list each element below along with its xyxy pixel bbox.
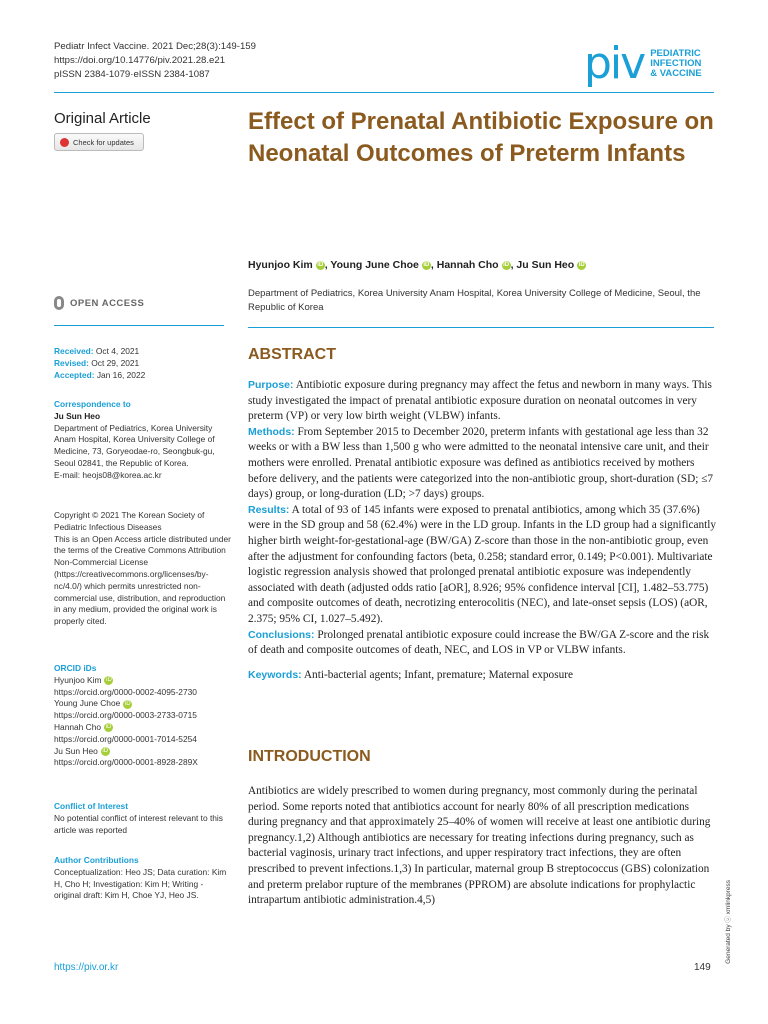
author-list: Hyunjoo Kim iD , Young June Choe iD , Hannah Cho iD , Ju Sun Heo iD bbox=[248, 259, 585, 271]
orcid-link[interactable]: https://orcid.org/0000-0001-7014-5254 bbox=[54, 733, 197, 744]
crossmark-icon bbox=[60, 138, 69, 147]
journal-logo bbox=[584, 38, 702, 89]
orcid-link[interactable]: https://orcid.org/0000-0001-8928-289X bbox=[54, 757, 198, 768]
introduction-heading: INTRODUCTION bbox=[248, 748, 371, 765]
journal-url-link[interactable]: https://piv.or.kr bbox=[54, 962, 119, 973]
header-divider bbox=[54, 92, 714, 93]
email-link[interactable]: E-mail: heojs08@korea.ac.kr bbox=[54, 469, 162, 480]
crossmark-note: Generated by ⓒ xmlinkpress bbox=[725, 880, 732, 964]
copyright-block: Copyright © 2021 The Korean Society of Pediatric Infectious Diseases This is an Open Access article distributed under the terms of the Creative Commons Attribution Non-Commercial License (https://creativecommons.org/licenses/by-nc/4.0/) which permits unrestricted non-commercial use, distribution, and reproduction in any medium, provided the original work is properly cited. bbox=[54, 510, 231, 627]
contributions-block: Author Contributions Conceptualization: Heo JS; Data curation: Kim H, Cho H; Investigation: Kim H; Writing - original draft: Kim H, Choe YJ, Heo JS. bbox=[54, 855, 227, 901]
conflict-block: Conflict of Interest No potential conflict of interest relevant to this article was reported bbox=[54, 801, 223, 835]
open-access-badge: OPEN ACCESS bbox=[54, 296, 144, 310]
citation-block bbox=[54, 40, 256, 82]
open-lock-icon bbox=[54, 296, 64, 310]
sidebar-divider bbox=[54, 325, 224, 326]
introduction-body: Antibiotics are widely prescribed to women during pregnancy, most commonly during the perinatal period. Some reports noted that antibiotics account for nearly 80% of all prescription medications during pregnancy and that approximately 25–40% of women will receive at least one antibiotic during pregnancy.1,2) Although antibiotics are necessary for treating infections during pregnancy, such as bacterial vaginosis, urinary tract infections, and upper respiratory tract infections, they are often prescribed to prevent infections.1,3) In particular, maternal group B streptococcus (GBS) colonization and preterm prelabor rupture of the membranes (PPROM) are absolute indications for prophylactic intrapartum antibiotic administration.4,5) bbox=[248, 785, 711, 907]
doi-link[interactable]: https://doi.org/10.14776/piv.2021.28.e21 bbox=[54, 55, 226, 66]
page-number: 149 bbox=[694, 962, 711, 973]
orcid-icon[interactable]: iD bbox=[317, 261, 324, 268]
citation: Pediatr Infect Vaccine. 2021 Dec;28(3):149-159 bbox=[54, 41, 256, 52]
dates-block: Received: Oct 4, 2021 Revised: Oct 29, 2021 Accepted: Jan 16, 2022 bbox=[54, 346, 146, 380]
orcid-link[interactable]: https://orcid.org/0000-0003-2733-0715 bbox=[54, 710, 197, 721]
affiliation-divider bbox=[248, 327, 714, 328]
orcid-icon[interactable]: iD bbox=[503, 261, 510, 268]
logo-mark: piv bbox=[584, 38, 645, 89]
check-updates-button[interactable]: Check for updates bbox=[54, 133, 144, 151]
issn: pISSN 2384-1079·eISSN 2384-1087 bbox=[54, 69, 210, 80]
orcid-icon[interactable]: iD bbox=[423, 261, 430, 268]
orcid-link[interactable]: https://orcid.org/0000-0002-4095-2730 bbox=[54, 686, 197, 697]
abstract-heading: ABSTRACT bbox=[248, 346, 336, 363]
orcid-block: ORCID iDs Hyunjoo Kim iD https://orcid.org/0000-0002-4095-2730 Young June Choe iD https://orcid.org/0000-0003-2733-0715 Hannah Cho iD https://orcid.org/0000-0001-7014-5254 Ju Sun Heo iD https://orcid.org/0000-0001-8928-289X bbox=[54, 663, 232, 769]
logo-text: PEDIATRIC INFECTION & VACCINE bbox=[650, 48, 702, 79]
article-title: Effect of Prenatal Antibiotic Exposure on Neonatal Outcomes of Preterm Infants bbox=[248, 108, 714, 167]
correspondence-block: Correspondence to Ju Sun Heo Department of Pediatrics, Korea University Anam Hospital, Korea University College of Medicine, 73, Goryeodae-ro, Seongbuk-gu, Seoul 02841, the Republic of Korea. E-mail: heojs08@korea.ac.kr bbox=[54, 399, 232, 482]
article-type: Original Article bbox=[54, 110, 151, 127]
orcid-icon[interactable]: iD bbox=[578, 261, 585, 268]
abstract-body: Purpose: Antibiotic exposure during pregnancy may affect the fetus and newborn in many ways. This study investigated the impact of prenatal antibiotic exposure duration on neonatal outcomes in very preterm (VP) or very low birth weight (VLBW) infants. Methods: From September 2015 to December 2020, preterm infants with gestational age less than 32 weeks or with a BW less than 1,500 g who were admitted to the neonatal intensive care unit, and their mothers were enrolled. Prenatal antibiotic exposure was defined as antibiotics received by mothers before delivery, and the patients were categorized into the non-antibiotic group, short-duration (SD; ≤7 days) group, or long-duration (LD; >7 days) groups. Results: A total of 93 of 145 infants were exposed to prenatal antibiotics, among which 35 (37.6%) were in the SD group and 58 (62.4%) were in the LD group. Infants in the LD group had a significantly higher birth weight-for-gestational-age (BW/GA) Z-score than those in the non-antibiotic group, even after the adjustment for confounding factors (beta, 0.258; standard error, 0.149; P<0.001). Multivariate logistic regression analysis showed that prolonged prenatal antibiotic exposure was independently associated with death (adjusted odds ratio [aOR], 8.926; 95% confidence interval [CI], 1.482–53.775) and composite outcomes of death, necrotizing enterocolitis (NEC), and late-onset sepsis (LOS) (aOR, 2.375; 95% CI, 1.027–5.492). Conclusions: Prolonged prenatal antibiotic exposure could increase the BW/GA Z-score and the risk of death and composite outcomes of death, NEC, and LOS in VP or VLBW infants. Keywords: Anti-bacterial agents; Infant, premature; Maternal exposure bbox=[248, 379, 717, 681]
affiliation: Department of Pediatrics, Korea University Anam Hospital, Korea University College of Medicine, Seoul, the Republic of Korea bbox=[248, 288, 701, 313]
